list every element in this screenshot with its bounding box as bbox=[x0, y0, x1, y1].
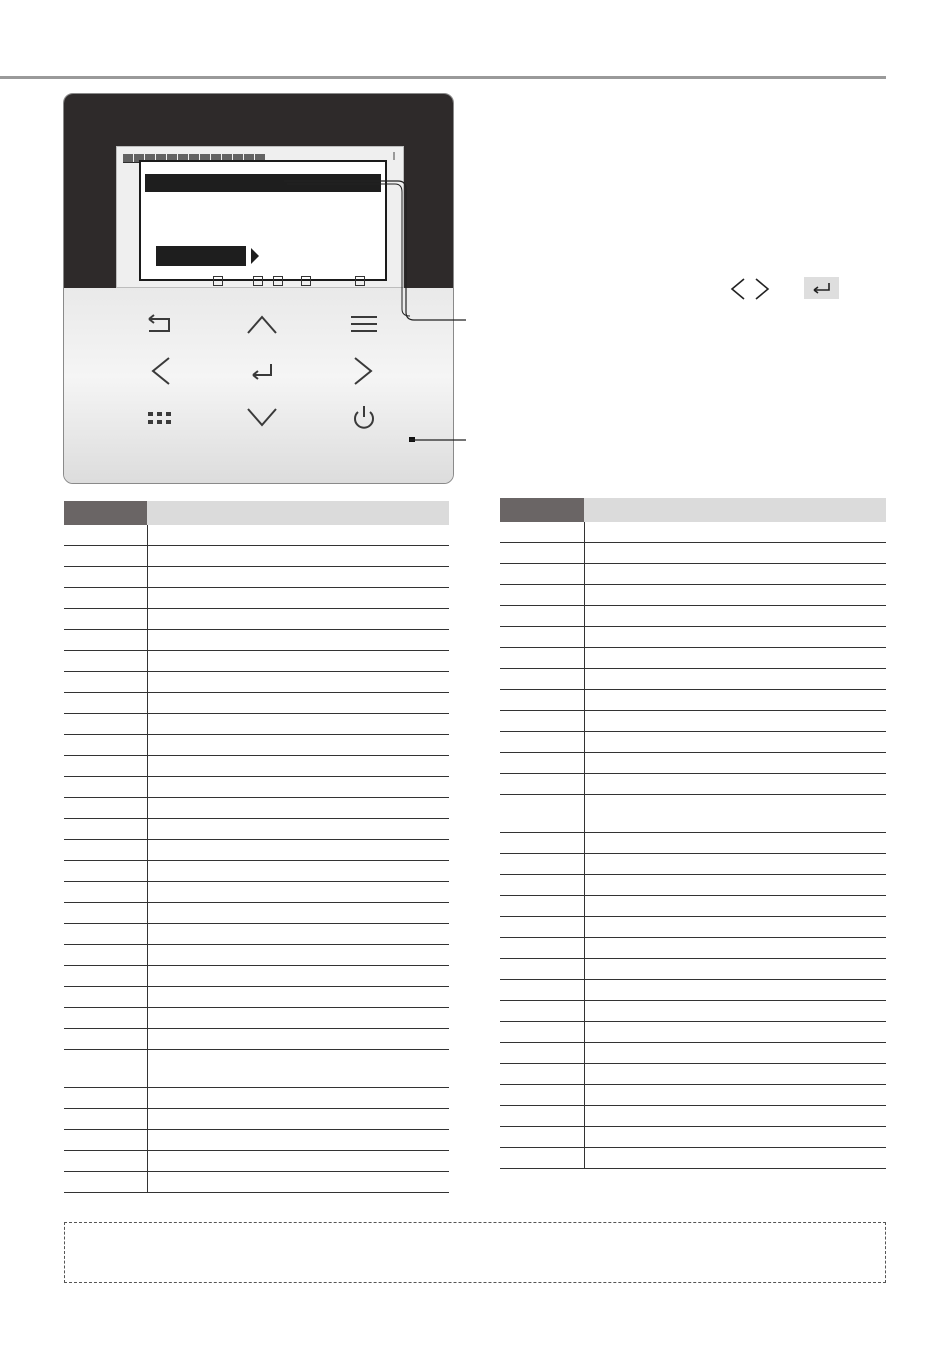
top-rule bbox=[0, 76, 886, 79]
table-row bbox=[500, 959, 886, 980]
table-row bbox=[64, 1008, 449, 1029]
table-row bbox=[500, 854, 886, 875]
table-cell bbox=[64, 903, 147, 924]
table-cell bbox=[500, 732, 584, 753]
back-arrow-icon bbox=[143, 309, 177, 339]
note-box bbox=[64, 1222, 886, 1283]
table-row bbox=[500, 1106, 886, 1127]
table-cell bbox=[584, 564, 886, 585]
table-row bbox=[500, 938, 886, 959]
table-row bbox=[500, 585, 886, 606]
table-cell bbox=[64, 567, 147, 588]
table-row bbox=[64, 567, 449, 588]
table-cell bbox=[500, 917, 584, 938]
power-icon bbox=[347, 403, 381, 433]
table-cell bbox=[147, 609, 449, 630]
table-cell bbox=[64, 630, 147, 651]
table-row bbox=[500, 1001, 886, 1022]
status-led bbox=[409, 437, 415, 442]
table-cell bbox=[500, 753, 584, 774]
table-row bbox=[64, 798, 449, 819]
table-cell bbox=[500, 980, 584, 1001]
table-cell bbox=[147, 693, 449, 714]
table-cell bbox=[584, 690, 886, 711]
table-row bbox=[64, 987, 449, 1008]
table-cell bbox=[584, 1064, 886, 1085]
table-cell bbox=[584, 1043, 886, 1064]
table-row bbox=[64, 735, 449, 756]
table-cell bbox=[147, 672, 449, 693]
table-row bbox=[500, 795, 886, 833]
menu-icon bbox=[347, 309, 381, 339]
enter-icon bbox=[245, 356, 279, 386]
table-cell bbox=[500, 875, 584, 896]
table-cell bbox=[147, 1109, 449, 1130]
table-cell bbox=[147, 651, 449, 672]
table-cell bbox=[147, 756, 449, 777]
table-cell bbox=[584, 774, 886, 795]
back-key[interactable] bbox=[138, 306, 182, 342]
table-row bbox=[64, 819, 449, 840]
left-right-arrows-icon bbox=[724, 276, 774, 302]
table-cell bbox=[64, 1172, 147, 1193]
table-cell bbox=[64, 756, 147, 777]
table-cell bbox=[500, 774, 584, 795]
chevron-up-icon bbox=[245, 309, 279, 339]
table-row bbox=[64, 777, 449, 798]
table-cell bbox=[584, 875, 886, 896]
table-cell bbox=[147, 882, 449, 903]
table-cell bbox=[64, 651, 147, 672]
table-row bbox=[64, 924, 449, 945]
table-cell bbox=[500, 896, 584, 917]
table-row bbox=[64, 966, 449, 987]
table-cell bbox=[500, 627, 584, 648]
table-cell bbox=[147, 1130, 449, 1151]
table-cell bbox=[584, 938, 886, 959]
table-cell bbox=[147, 630, 449, 651]
table-cell bbox=[64, 609, 147, 630]
table-cell bbox=[147, 861, 449, 882]
table-cell bbox=[147, 987, 449, 1008]
table-cell bbox=[147, 1172, 449, 1193]
table-cell bbox=[500, 669, 584, 690]
table-row bbox=[64, 651, 449, 672]
table-row bbox=[64, 546, 449, 567]
table-cell bbox=[584, 606, 886, 627]
table-cell bbox=[500, 606, 584, 627]
popup-dialog bbox=[139, 160, 387, 281]
table-cell bbox=[500, 938, 584, 959]
table-row bbox=[500, 627, 886, 648]
table-cell bbox=[147, 777, 449, 798]
table-cell bbox=[147, 1088, 449, 1109]
table-row bbox=[500, 917, 886, 938]
table-cell bbox=[64, 861, 147, 882]
table-cell bbox=[500, 959, 584, 980]
table-cell bbox=[500, 564, 584, 585]
remote-controller bbox=[63, 93, 454, 484]
table-row bbox=[64, 882, 449, 903]
table-row bbox=[500, 522, 886, 543]
table-cell bbox=[500, 648, 584, 669]
table-cell bbox=[64, 1029, 147, 1050]
table-cell bbox=[584, 732, 886, 753]
table-cell bbox=[500, 690, 584, 711]
table-row bbox=[64, 1050, 449, 1088]
table-cell bbox=[584, 522, 886, 543]
table-cell bbox=[584, 648, 886, 669]
table-cell bbox=[147, 819, 449, 840]
table-cell bbox=[64, 735, 147, 756]
table-cell bbox=[584, 896, 886, 917]
table-cell bbox=[64, 840, 147, 861]
chevron-down-icon bbox=[245, 403, 279, 433]
settings-table-right bbox=[500, 498, 886, 1169]
table-cell bbox=[64, 525, 147, 546]
table-cell bbox=[147, 1050, 449, 1088]
play-arrow-icon bbox=[251, 248, 259, 264]
table-cell bbox=[147, 798, 449, 819]
scroll-indicator bbox=[393, 152, 395, 160]
table-row bbox=[64, 756, 449, 777]
table-row bbox=[500, 564, 886, 585]
table-cell bbox=[584, 795, 886, 833]
grid-dots-icon bbox=[143, 403, 177, 433]
table-cell bbox=[64, 1050, 147, 1088]
table-cell bbox=[584, 627, 886, 648]
table-cell bbox=[64, 546, 147, 567]
table-cell bbox=[147, 945, 449, 966]
table-row bbox=[64, 693, 449, 714]
table-cell bbox=[64, 693, 147, 714]
table-row bbox=[500, 753, 886, 774]
table-cell bbox=[64, 1151, 147, 1172]
table-cell bbox=[500, 833, 584, 854]
table-cell bbox=[64, 798, 147, 819]
table-cell bbox=[500, 1085, 584, 1106]
table-cell bbox=[64, 987, 147, 1008]
table-cell bbox=[584, 980, 886, 1001]
header-cell bbox=[147, 501, 449, 525]
power-key[interactable] bbox=[342, 400, 386, 436]
table-cell bbox=[584, 959, 886, 980]
table-cell bbox=[584, 1127, 886, 1148]
chevron-right-icon bbox=[347, 356, 381, 386]
enter-icon bbox=[809, 280, 835, 296]
table-row bbox=[64, 1109, 449, 1130]
table-row bbox=[500, 1064, 886, 1085]
table-header bbox=[64, 501, 449, 525]
up-key[interactable] bbox=[240, 306, 284, 342]
table-cell bbox=[147, 525, 449, 546]
table-row bbox=[500, 896, 886, 917]
table-cell bbox=[64, 777, 147, 798]
table-cell bbox=[584, 543, 886, 564]
table-row bbox=[500, 690, 886, 711]
table-row bbox=[64, 945, 449, 966]
table-cell bbox=[584, 711, 886, 732]
header-cell bbox=[500, 498, 584, 522]
table-row bbox=[64, 525, 449, 546]
enter-key-badge bbox=[804, 277, 839, 299]
table-cell bbox=[147, 1151, 449, 1172]
table-row bbox=[500, 606, 886, 627]
bottom-status-icons bbox=[205, 276, 385, 286]
enter-key[interactable] bbox=[240, 353, 284, 389]
table-row bbox=[64, 588, 449, 609]
settings-table-left bbox=[64, 501, 449, 1193]
table-cell bbox=[584, 585, 886, 606]
table-cell bbox=[500, 711, 584, 732]
table-cell bbox=[147, 735, 449, 756]
table-cell bbox=[584, 669, 886, 690]
table-row bbox=[64, 861, 449, 882]
table-cell bbox=[584, 1148, 886, 1169]
table-cell bbox=[584, 1106, 886, 1127]
table-cell bbox=[147, 588, 449, 609]
table-row bbox=[500, 732, 886, 753]
table-cell bbox=[147, 924, 449, 945]
table-cell bbox=[147, 546, 449, 567]
table-cell bbox=[64, 945, 147, 966]
table-row bbox=[64, 840, 449, 861]
table-cell bbox=[500, 1064, 584, 1085]
down-key[interactable] bbox=[240, 400, 284, 436]
table-cell bbox=[500, 543, 584, 564]
table-cell bbox=[64, 588, 147, 609]
popup-confirm-button[interactable] bbox=[156, 246, 246, 266]
table-row bbox=[500, 1085, 886, 1106]
table-cell bbox=[64, 924, 147, 945]
table-row bbox=[64, 714, 449, 735]
table-cell bbox=[147, 966, 449, 987]
table-cell bbox=[64, 1130, 147, 1151]
table-row bbox=[500, 833, 886, 854]
table-row bbox=[64, 630, 449, 651]
table-cell bbox=[147, 840, 449, 861]
table-cell bbox=[500, 1001, 584, 1022]
table-row bbox=[64, 1029, 449, 1050]
table-cell bbox=[64, 1109, 147, 1130]
table-row bbox=[64, 1151, 449, 1172]
table-row bbox=[500, 1127, 886, 1148]
table-cell bbox=[64, 672, 147, 693]
table-cell bbox=[500, 1148, 584, 1169]
table-row bbox=[500, 774, 886, 795]
table-row bbox=[64, 1130, 449, 1151]
table-row bbox=[64, 1172, 449, 1193]
table-cell bbox=[147, 1029, 449, 1050]
table-row bbox=[500, 875, 886, 896]
table-row bbox=[64, 1088, 449, 1109]
header-cell bbox=[64, 501, 147, 525]
table-row bbox=[500, 1022, 886, 1043]
table-row bbox=[500, 648, 886, 669]
table-cell bbox=[147, 1008, 449, 1029]
table-cell bbox=[584, 833, 886, 854]
table-row bbox=[500, 1148, 886, 1169]
table-row bbox=[500, 1043, 886, 1064]
table-cell bbox=[64, 966, 147, 987]
table-header bbox=[500, 498, 886, 522]
table-cell bbox=[64, 1088, 147, 1109]
table-cell bbox=[64, 1008, 147, 1029]
table-cell bbox=[584, 854, 886, 875]
table-cell bbox=[500, 795, 584, 833]
table-cell bbox=[500, 1043, 584, 1064]
table-cell bbox=[500, 854, 584, 875]
table-row bbox=[64, 609, 449, 630]
table-cell bbox=[500, 585, 584, 606]
left-key[interactable] bbox=[138, 353, 182, 389]
table-cell bbox=[64, 714, 147, 735]
table-cell bbox=[147, 714, 449, 735]
table-cell bbox=[584, 1085, 886, 1106]
lcd-screen bbox=[116, 146, 404, 288]
table-row bbox=[500, 543, 886, 564]
chevron-left-icon bbox=[143, 356, 177, 386]
table-row bbox=[500, 980, 886, 1001]
table-cell bbox=[147, 567, 449, 588]
menu-key[interactable] bbox=[342, 306, 386, 342]
table-cell bbox=[64, 819, 147, 840]
quick-menu-key[interactable] bbox=[138, 400, 182, 436]
table-cell bbox=[500, 522, 584, 543]
table-cell bbox=[500, 1127, 584, 1148]
right-key[interactable] bbox=[342, 353, 386, 389]
header-cell bbox=[584, 498, 886, 522]
table-row bbox=[64, 672, 449, 693]
selected-item-bar[interactable] bbox=[145, 174, 381, 192]
table-cell bbox=[500, 1106, 584, 1127]
table-cell bbox=[584, 1022, 886, 1043]
table-cell bbox=[64, 882, 147, 903]
table-row bbox=[64, 903, 449, 924]
table-cell bbox=[584, 917, 886, 938]
table-cell bbox=[500, 1022, 584, 1043]
table-cell bbox=[584, 753, 886, 774]
table-row bbox=[500, 669, 886, 690]
table-cell bbox=[147, 903, 449, 924]
table-row bbox=[500, 711, 886, 732]
table-cell bbox=[584, 1001, 886, 1022]
